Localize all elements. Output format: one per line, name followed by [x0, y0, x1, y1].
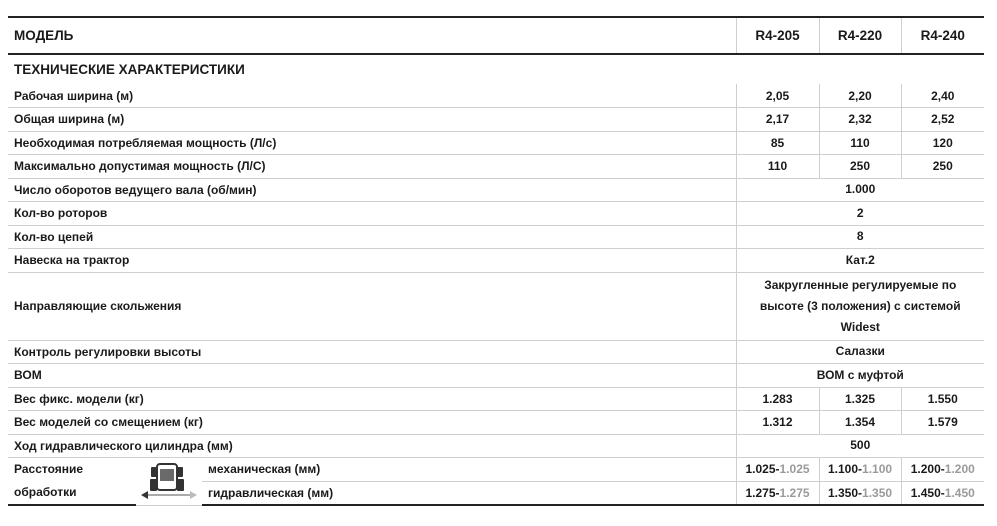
row-value: Салазки [736, 340, 984, 364]
row-value: 2,20 [819, 84, 901, 108]
mechanical-value-2: 1.100-1.100 [819, 458, 901, 482]
row-label: Необходимая потребляемая мощность (Л/с) [8, 131, 736, 155]
row-value: ВОМ с муфтой [736, 364, 984, 388]
row-value: 2,05 [736, 84, 819, 108]
tractor-offset-icon [140, 461, 198, 501]
row-value: Кат.2 [736, 249, 984, 273]
table-row [8, 387, 984, 411]
row-value: 110 [819, 131, 901, 155]
table-row [8, 434, 984, 458]
table-row [8, 340, 984, 364]
model-column-1: R4-205 [736, 17, 819, 54]
row-label: Направляющие скольжения [8, 272, 736, 340]
row-value: 2 [736, 202, 984, 226]
table-row [8, 202, 984, 226]
table-row [8, 84, 984, 108]
row-label: Число оборотов ведущего вала (об/мин) [8, 178, 736, 202]
row-value: 500 [736, 434, 984, 458]
row-label: Кол-во цепей [8, 225, 736, 249]
model-header-label: МОДЕЛЬ [8, 17, 736, 54]
row-label: Вес моделей со смещением (кг) [8, 411, 736, 435]
row-value: 2,52 [901, 108, 984, 132]
row-value: 85 [736, 131, 819, 155]
row-label: Вес фикс. модели (кг) [8, 387, 736, 411]
table-row [8, 178, 984, 202]
header-row [8, 17, 984, 54]
table-row [8, 364, 984, 388]
row-label: Навеска на трактор [8, 249, 736, 273]
hydraulic-value-2: 1.350-1.350 [819, 481, 901, 505]
distance-row-mechanical [8, 458, 984, 482]
row-value: 1.325 [819, 387, 901, 411]
row-label: Контроль регулировки высоты [8, 340, 736, 364]
mechanical-value-1: 1.025-1.025 [736, 458, 819, 482]
row-value: Закругленные регулируемые по высоте (3 положения) с системой Widest [736, 272, 984, 340]
row-label: Кол-во роторов [8, 202, 736, 226]
row-value: 1.000 [736, 178, 984, 202]
hydraulic-label: гидравлическая (мм) [202, 481, 736, 505]
spec-table [8, 16, 984, 506]
spec-table-container [8, 16, 984, 506]
row-label: Ход гидравлического цилиндра (мм) [8, 434, 736, 458]
row-value: 2,17 [736, 108, 819, 132]
table-row [8, 272, 984, 340]
row-label: Рабочая ширина (м) [8, 84, 736, 108]
row-value: 1.579 [901, 411, 984, 435]
table-row [8, 131, 984, 155]
table-row [8, 108, 984, 132]
table-row [8, 225, 984, 249]
row-value: 250 [819, 155, 901, 179]
table-row [8, 249, 984, 273]
table-row [8, 411, 984, 435]
distance-label-line2: обработки [8, 481, 136, 505]
distance-label-line1: Расстояние [14, 462, 84, 476]
row-value: 2,40 [901, 84, 984, 108]
row-label: ВОМ [8, 364, 736, 388]
row-value: 1.283 [736, 387, 819, 411]
row-label: Максимально допустимая мощность (Л/С) [8, 155, 736, 179]
row-value: 1.550 [901, 387, 984, 411]
row-value: 1.354 [819, 411, 901, 435]
hydraulic-value-1: 1.275-1.275 [736, 481, 819, 505]
section-row [8, 54, 984, 84]
model-column-2: R4-220 [819, 17, 901, 54]
mechanical-label: механическая (мм) [202, 458, 736, 482]
mechanical-value-3: 1.200-1.200 [901, 458, 984, 482]
model-column-3: R4-240 [901, 17, 984, 54]
row-value: 120 [901, 131, 984, 155]
row-value: 250 [901, 155, 984, 179]
row-label: Общая ширина (м) [8, 108, 736, 132]
table-row [8, 155, 984, 179]
distance-icon-cell [136, 458, 202, 506]
section-title: ТЕХНИЧЕСКИЕ ХАРАКТЕРИСТИКИ [14, 62, 245, 77]
row-value: 110 [736, 155, 819, 179]
row-value: 1.312 [736, 411, 819, 435]
hydraulic-value-3: 1.450-1.450 [901, 481, 984, 505]
row-value: 8 [736, 225, 984, 249]
row-value: 2,32 [819, 108, 901, 132]
